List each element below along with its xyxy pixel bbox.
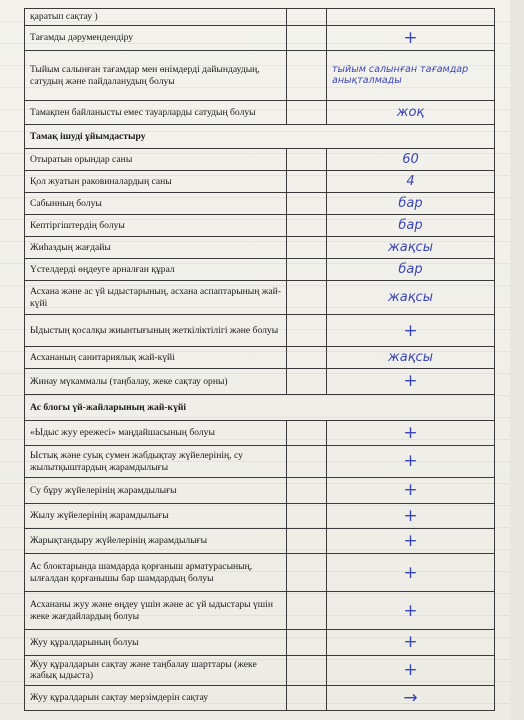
criterion-cell: Ыстық және суық сумен жабдықтау жүйелерінің, су жылытқыштардың жарамдылығы xyxy=(25,446,287,478)
criterion-cell: Жарықтандыру жүйелерінің жарамдылығы xyxy=(25,528,287,553)
table-row xyxy=(25,420,495,445)
empty-cell xyxy=(287,655,327,685)
table-row xyxy=(25,281,495,315)
table-row xyxy=(25,685,495,710)
handwritten-value: → xyxy=(327,685,495,710)
empty-cell xyxy=(287,149,327,171)
handwritten-value: + xyxy=(327,528,495,553)
table-row xyxy=(25,655,495,685)
handwritten-value: + xyxy=(327,554,495,592)
handwritten-value: 60 xyxy=(327,149,495,171)
empty-cell xyxy=(287,478,327,503)
page-edge xyxy=(510,0,524,720)
criterion-cell: «Ыдыс жуу ережесі» маңдайшасының болуы xyxy=(25,420,287,445)
table-row xyxy=(25,554,495,592)
handwritten-value: + xyxy=(327,369,495,394)
criterion-cell: қаратып сақтау ) xyxy=(25,9,287,26)
handwritten-value: жоқ xyxy=(327,101,495,125)
criterion-cell: Қол жуатын раковиналардың саны xyxy=(25,171,287,193)
section-title: Ас блогы үй-жайларының жай-күйі xyxy=(25,394,495,420)
table-row xyxy=(25,369,495,394)
criterion-cell: Жылу жүйелерінің жарамдылығы xyxy=(25,503,287,528)
empty-cell xyxy=(287,101,327,125)
table-row xyxy=(25,171,495,193)
empty-cell xyxy=(287,193,327,215)
handwritten-value: + xyxy=(327,420,495,445)
empty-cell xyxy=(287,281,327,315)
criterion-cell: Кептіргіштердің болуы xyxy=(25,215,287,237)
handwritten-value: + xyxy=(327,630,495,655)
criterion-cell: Асхана және ас үй ыдыстарының, асхана аспаптарының жай-күйі xyxy=(25,281,287,315)
table-row xyxy=(25,592,495,630)
criterion-cell: Асхананы жуу және өңдеу үшін және ас үй ыдыстары үшін жеке жағдайлардың болуы xyxy=(25,592,287,630)
empty-cell xyxy=(287,503,327,528)
criterion-cell: Жуу құралдарын сақтау мерзімдерін сақтау xyxy=(25,685,287,710)
inspection-table xyxy=(24,8,495,711)
empty-cell xyxy=(287,630,327,655)
criterion-cell: Сабынның болуы xyxy=(25,193,287,215)
empty-cell xyxy=(287,369,327,394)
handwritten-value: тыйым салынған тағамдар анықталмады xyxy=(327,51,495,101)
criterion-cell: Жуу құралдарын сақтау және таңбалау шарттары (жеке жабық ыдыста) xyxy=(25,655,287,685)
handwritten-value: + xyxy=(327,26,495,51)
empty-cell xyxy=(287,9,327,26)
empty-cell xyxy=(287,554,327,592)
handwritten-value: бар xyxy=(327,259,495,281)
empty-cell xyxy=(287,592,327,630)
criterion-cell: Су бұру жүйелерінің жарамдылығы xyxy=(25,478,287,503)
table-row xyxy=(25,193,495,215)
criterion-cell: Асхананың санитариялық жай-күйі xyxy=(25,347,287,369)
section-header-row xyxy=(25,125,495,149)
empty-cell xyxy=(287,446,327,478)
criterion-cell: Тыйым салынған тағамдар мен өнімдерді дайындаудың, сатудың және пайдаланудың болуы xyxy=(25,51,287,101)
empty-cell xyxy=(287,347,327,369)
criterion-cell: Үстелдерді өңдеуге арналған құрал xyxy=(25,259,287,281)
criterion-cell: Ас блоктарында шамдарда қорғаныш арматурасының, ылғалдан қорғанышы бар шамдардың болуы xyxy=(25,554,287,592)
empty-cell xyxy=(287,420,327,445)
empty-cell xyxy=(287,259,327,281)
empty-cell xyxy=(287,171,327,193)
criterion-cell: Отыратын орындар саны xyxy=(25,149,287,171)
criterion-cell: Тамақпен байланысты емес тауарларды сатудың болуы xyxy=(25,101,287,125)
table-row xyxy=(25,26,495,51)
table-row xyxy=(25,446,495,478)
handwritten-value: + xyxy=(327,446,495,478)
handwritten-value xyxy=(327,9,495,26)
table-row xyxy=(25,215,495,237)
criterion-cell: Жиһаздың жағдайы xyxy=(25,237,287,259)
table-row xyxy=(25,259,495,281)
handwritten-value: жақсы xyxy=(327,281,495,315)
empty-cell xyxy=(287,237,327,259)
empty-cell xyxy=(287,685,327,710)
table-row xyxy=(25,630,495,655)
criterion-cell: Жинау мүкаммалы (таңбалау, жеке сақтау орны) xyxy=(25,369,287,394)
criterion-cell: Жуу құралдарының болуы xyxy=(25,630,287,655)
handwritten-value: бар xyxy=(327,215,495,237)
table-row xyxy=(25,478,495,503)
empty-cell xyxy=(287,26,327,51)
table-row xyxy=(25,528,495,553)
table-row xyxy=(25,149,495,171)
criterion-cell: Ыдыстың қосалқы жиынтығының жеткіліктілігі және болуы xyxy=(25,315,287,347)
criterion-cell: Тағамды дәрумендендіру xyxy=(25,26,287,51)
table-row xyxy=(25,237,495,259)
handwritten-value: 4 xyxy=(327,171,495,193)
handwritten-value: бар xyxy=(327,193,495,215)
table-row xyxy=(25,9,495,26)
handwritten-value: жақсы xyxy=(327,237,495,259)
empty-cell xyxy=(287,315,327,347)
empty-cell xyxy=(287,51,327,101)
handwritten-value: + xyxy=(327,655,495,685)
handwritten-value: + xyxy=(327,592,495,630)
empty-cell xyxy=(287,528,327,553)
section-title: Тамақ ішуді ұйымдастыру xyxy=(25,125,495,149)
handwritten-value: + xyxy=(327,503,495,528)
handwritten-value: + xyxy=(327,315,495,347)
table-row xyxy=(25,51,495,101)
inspection-table-body xyxy=(25,9,495,711)
table-row xyxy=(25,347,495,369)
table-row xyxy=(25,503,495,528)
table-row xyxy=(25,315,495,347)
empty-cell xyxy=(287,215,327,237)
table-row xyxy=(25,101,495,125)
handwritten-value: жақсы xyxy=(327,347,495,369)
section-header-row xyxy=(25,394,495,420)
handwritten-value: + xyxy=(327,478,495,503)
